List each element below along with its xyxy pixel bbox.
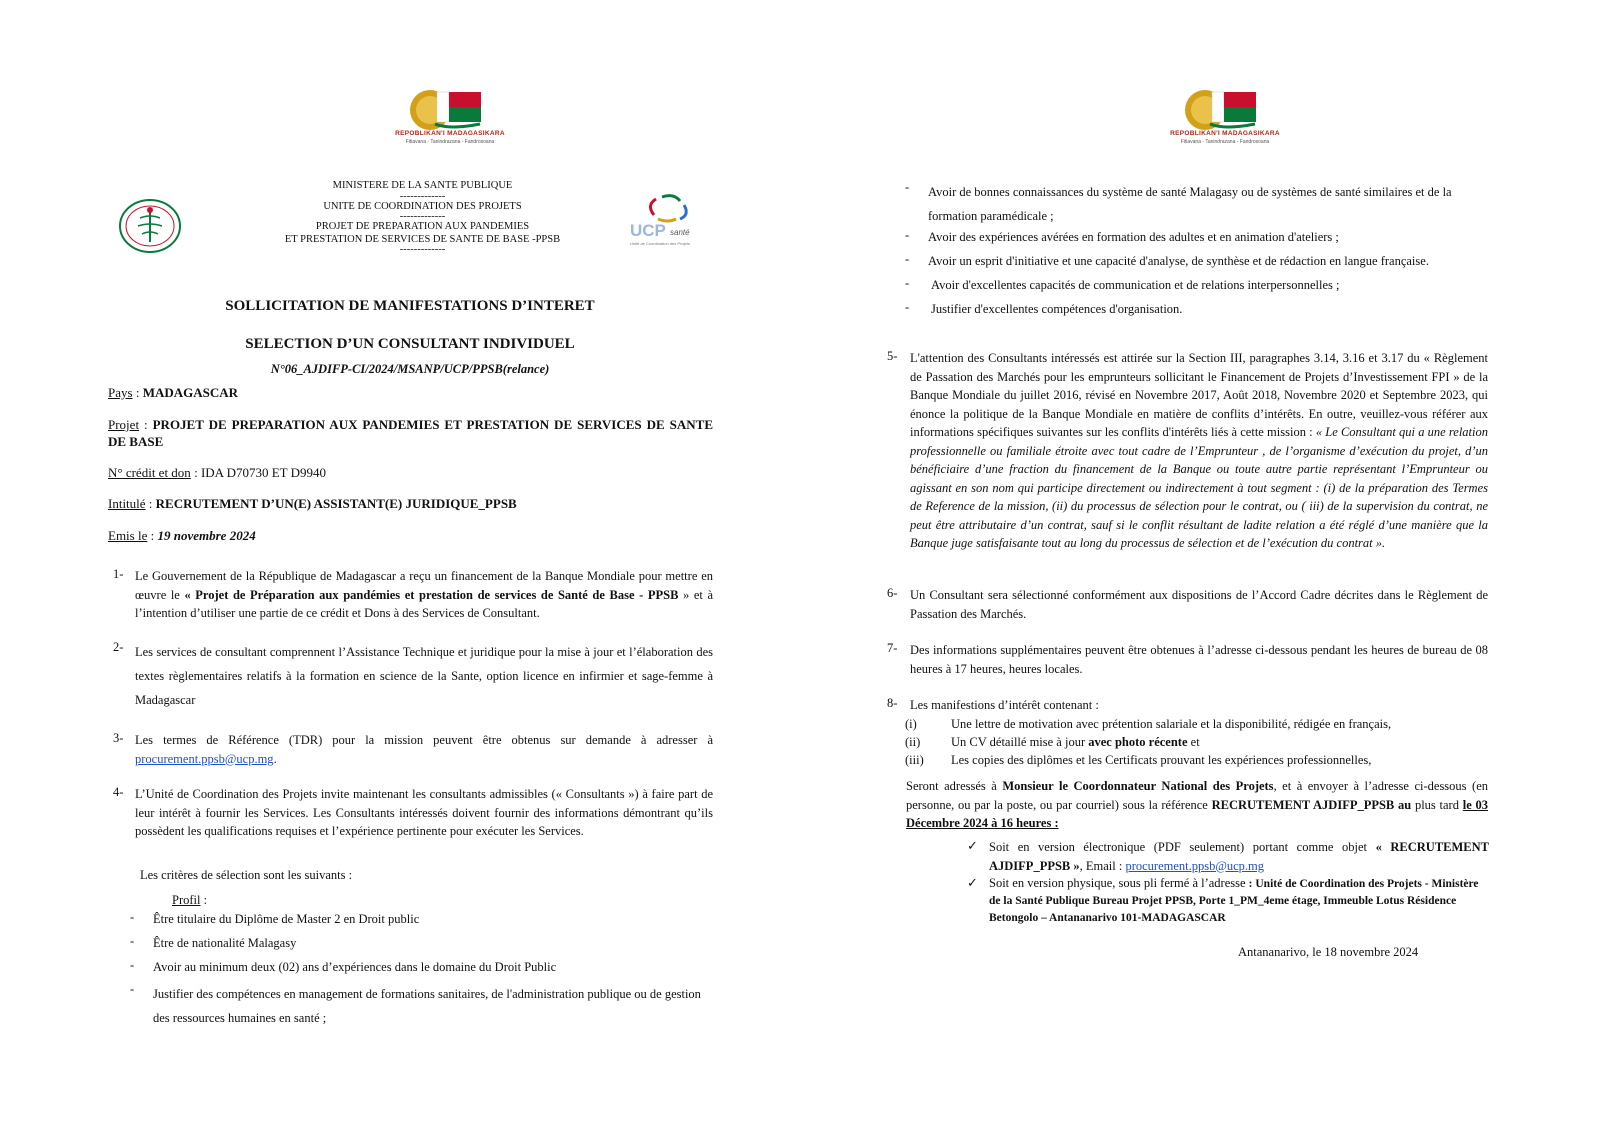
para-6: Un Consultant sera sélectionné conformément aux dispositions de l’Accord Cadre décrites dans le Règlement de Passation des Marchés. (910, 588, 1488, 621)
signoff-date: Antananarivo, le 18 novembre 2024 (1238, 945, 1419, 959)
reference-number: N°06_AJDIFP-CI/2024/MSANP/UCP/PPSB(relance) (270, 362, 550, 376)
bullet-dash: - (130, 958, 135, 972)
title-selection: SELECTION D’UN CONSULTANT INDIVIDUEL (245, 336, 575, 352)
bullet-dash: - (905, 252, 910, 266)
check-icon: ✓ (967, 838, 978, 853)
ministry-line: ET PRESTATION DE SERVICES DE SANTE DE BASE -PPSB (284, 233, 561, 245)
para-2: Les services de consultant comprennent l’Assistance Technique et juridique pour la mise à jour et l’élaboration des textes règlementaires relatifs à la formation en science de la Sante, option licence en infirmier et sage-femme à Madagascar (135, 645, 713, 707)
roman-num: (i) (905, 717, 917, 731)
check1-a: Soit en version électronique (PDF seulement) portant comme objet (989, 840, 1376, 854)
para-5 (910, 349, 1488, 553)
submission-physical (989, 875, 1489, 927)
para-2-number: 2- (113, 640, 124, 654)
emis-value: 19 novembre 2024 (157, 528, 256, 543)
field-credit: N° crédit et don : IDA D70730 ET D9940 (108, 465, 326, 480)
check1-c: , Email : (1079, 858, 1126, 873)
ucp-logo-caption: Unité de Coordination des Projets (630, 241, 690, 246)
emblem-line1: REPOBLIKAN'I MADAGASIKARA (1170, 130, 1280, 137)
intitule-value: RECRUTEMENT D’UN(E) ASSISTANT(E) JURIDIQUE_PPSB (155, 496, 517, 511)
ministry-sep: ------------- (399, 211, 446, 222)
roman-item-bold: avec photo récente (1088, 735, 1188, 749)
para-5-number: 5- (887, 349, 898, 363)
para-7: Des informations supplémentaires peuvent être obtenues à l’adresse ci-dessous pendant les heures de bureau de 08 heures à 17 heures, heures locales. (910, 643, 1488, 676)
seront-recipient: Monsieur le Coordonnateur National des Projets (1002, 779, 1274, 793)
left-bullet: Avoir au minimum deux (02) ans d’expériences dans le domaine du Droit Public (153, 960, 557, 974)
right-page (800, 0, 1600, 1131)
bullet-dash: - (905, 276, 910, 290)
emblem-line2: Fitiavana - Tanindrazana - Fandrosoana (405, 139, 495, 145)
check2-address: : Unité de Coordination des Projets - Ministère de la Santé Publique Bureau Projet PPSB, Porte 1_PM_4eme étage, Immeuble Lotus Résidence Betongolo – Antananarivo 101-MADAGASCAR (989, 878, 1479, 924)
para-5-quote: « Le Consultant qui a une relation professionnelle ou familiale étroite avec tout cadre de l’Emprunteur , de l’organisme d’exécution du projet, d’un bénéficiaire d’une fraction du financement de la Banque ou toute autre partie représentant l’Emprunteur ou agissant en son nom qui participe directement ou indirectement à tout segment : (i) de la préparation des Termes de Reference de la mission, (ii) du processus de sélection pour le contrat, ou ( iii) de la supervision du contrat, ne peut être attributaire d’un contrat, sauf si le conflit résultant de ladite relation a été réglé d’une manière que la Banque juge satisfaisante tout au long du processus de sélection et de l’exécution du contrat ». (910, 425, 1488, 550)
para-1-project: « Projet de Préparation aux pandémies et prestation de services de Santé de Base - PPSB (184, 587, 679, 602)
right-bullet: Avoir des expériences avérées en formation des adultes et en animation d'ateliers ; (928, 230, 1339, 244)
ministry-header (250, 180, 595, 254)
para-5-text: L'attention des Consultants intéressés est attirée sur la Section III, paragraphes 3.14, 3.16 et 3.17 du « Règlement de Passation des Marchés pour les emprunteurs sollicitant le Financement de Projets d’Investissement FPI » de la Banque Mondiale du juillet 2016, révisé en Novembre 2017, Août 2018, Novembre 2020 et Septembre 2023, qui énonce la politique de la Banque Mondiale en matière de conflits d’intérêts. En outre, veuillez-vous référer aux informations spécifiques suivantes sur les conflits d'intérêts liés à cette mission : (910, 351, 1488, 439)
ministry-sep: ------------- (399, 190, 446, 202)
emblem-line2: Fitiavana - Tanindrazana - Fandrosoana (1180, 139, 1270, 145)
para-7-number: 7- (887, 641, 898, 655)
ucp-logo-text: UCP (630, 221, 666, 240)
para-1 (135, 567, 713, 623)
bullet-dash: - (905, 180, 910, 194)
field-projet: Projet : PROJET DE PREPARATION AUX PANDEMIES ET PRESTATION DE SERVICES DE SANTE DE BASE (108, 417, 713, 449)
para-8: Les manifestions d’intérêt contenant : (910, 698, 1099, 712)
para-1-number: 1- (113, 567, 124, 581)
left-bullet: Être titulaire du Diplôme de Master 2 en Droit public (153, 912, 420, 926)
para-4-number: 4- (113, 785, 124, 799)
field-intitule: Intitulé : RECRUTEMENT D’UN(E) ASSISTANT(E) JURIDIQUE_PPSB (108, 496, 517, 511)
emblem-line1: REPOBLIKAN'I MADAGASIKARA (395, 130, 505, 137)
emblem-icon (1150, 82, 1300, 130)
roman-num: (iii) (905, 753, 924, 767)
ministry-health-logo (118, 198, 182, 259)
roman-item: Les copies des diplômes et les Certificats prouvant les expériences professionnelles, (951, 753, 1372, 767)
deadline: le 03 Décembre 2024 à 16 heures : (906, 797, 1488, 830)
bullet-dash: - (130, 934, 135, 948)
emblem-icon (375, 82, 525, 130)
roman-num: (ii) (905, 735, 921, 749)
procurement-email-link[interactable]: procurement.ppsb@ucp.mg (135, 751, 274, 766)
ucp-logo-suffix: santé (670, 228, 690, 237)
bullet-dash: - (905, 228, 910, 242)
left-bullet: Justifier des compétences en management de formations sanitaires, de l'administration publique ou de gestion des ressources humaines en santé ; (153, 987, 701, 1025)
projet-label: Projet (108, 417, 140, 432)
check2-a: Soit en version physique, sous pli fermé à l’adresse (989, 876, 1249, 890)
madagascar-emblem (1150, 82, 1300, 152)
left-bullet: Être de nationalité Malagasy (153, 936, 297, 950)
pays-value: MADAGASCAR (142, 385, 239, 400)
criteria-intro: Les critères de sélection sont les suivants : (140, 868, 353, 882)
right-bullet: Avoir un esprit d'initiative et une capacité d'analyse, de synthèse et de rédaction en langue française. (928, 254, 1429, 268)
seront-c: , et à envoyer à l’adresse ci-dessous (en personne, ou par la poste, ou par courriel) sous la référence (906, 779, 1488, 812)
seront-a: Seront adressés à (906, 779, 1003, 793)
field-emis: Emis le : 19 novembre 2024 (108, 528, 256, 543)
seront-e: plus tard (1411, 797, 1463, 812)
roman-item (951, 733, 1491, 752)
roman-item-after: et (1187, 735, 1200, 749)
para-1-text-a: Le Gouvernement de la République de Madagascar a reçu un financement de la Banque Mondiale pour mettre en œuvre le (135, 569, 713, 602)
bullet-dash: - (905, 300, 910, 314)
roman-item-text: Un CV détaillé mise à jour (951, 735, 1089, 749)
ministry-line: PROJET DE PREPARATION AUX PANDEMIES (315, 221, 530, 232)
recycle-arrows-icon (640, 193, 700, 223)
madagascar-emblem (375, 82, 525, 152)
submission-instructions (906, 777, 1488, 833)
check-icon: ✓ (967, 875, 978, 890)
intitule-label: Intitulé (108, 496, 146, 511)
ucp-sante-logo (628, 193, 708, 248)
para-3-number: 3- (113, 731, 124, 745)
projet-value: PROJET DE PREPARATION AUX PANDEMIES ET PRESTATION DE SERVICES DE SANTE DE BASE (108, 417, 713, 449)
credit-label: N° crédit et don (108, 465, 191, 480)
procurement-email-link[interactable]: procurement.ppsb@ucp.mg (1125, 858, 1265, 873)
right-bullet: Avoir de bonnes connaissances du système de santé Malagasy ou de systèmes de santé similaires et de la formation paramédicale ; (928, 185, 1452, 223)
para-1-text-c: » et à l’intention d’utiliser une partie de ce crédit et Dons à des Services de Consultant. (135, 587, 713, 620)
field-pays: Pays : MADAGASCAR (108, 385, 239, 400)
profil-heading: Profil : (172, 893, 208, 907)
pays-label: Pays (108, 385, 133, 400)
para-3-text: Les termes de Référence (TDR) pour la mission peuvent être obtenus sur demande à adresser à (135, 733, 713, 747)
ministry-sep: ------------- (399, 244, 446, 255)
ministry-line: MINISTERE DE LA SANTE PUBLIQUE (332, 180, 513, 191)
right-bullet: Justifier d'excellentes compétences d'organisation. (931, 302, 1183, 316)
title-solicitation: SOLLICITATION DE MANIFESTATIONS D’INTERET (225, 298, 595, 314)
right-bullet: Avoir d'excellentes capacités de communication et de relations interpersonnelles ; (931, 278, 1340, 292)
seront-reference: RECRUTEMENT AJDIFP_PPSB au (1211, 797, 1412, 812)
ministry-line: UNITE DE COORDINATION DES PROJETS (323, 200, 522, 212)
emis-label: Emis le (108, 528, 148, 543)
check1-subject: « RECRUTEMENT AJDIFP_PPSB » (989, 840, 1489, 873)
submission-electronic (989, 838, 1489, 875)
credit-value: IDA D70730 ET D9940 (200, 465, 326, 480)
para-4: L’Unité de Coordination des Projets invite maintenant les consultants admissibles (« Consultants ») à faire part de leur intérêt à fournir les Services. Les Consultants intéressés doivent fournir des informations démontrant qu’ils possèdent les qualifications requises et l’expérience pertinente pour exécuter les Services. (135, 787, 713, 838)
roman-item: Une lettre de motivation avec prétention salariale et la disponibilité, rédigée en français, (951, 717, 1392, 731)
profil-label: Profil (172, 893, 201, 907)
health-logo-icon (118, 198, 182, 254)
para-3: Les termes de Référence (TDR) pour la mission peuvent être obtenus sur demande à adresser à procurement.ppsb@ucp.mg. (135, 733, 713, 766)
para-8-number: 8- (887, 696, 898, 710)
bullet-dash: - (130, 982, 135, 996)
bullet-dash: - (130, 910, 135, 924)
para-6-number: 6- (887, 586, 898, 600)
